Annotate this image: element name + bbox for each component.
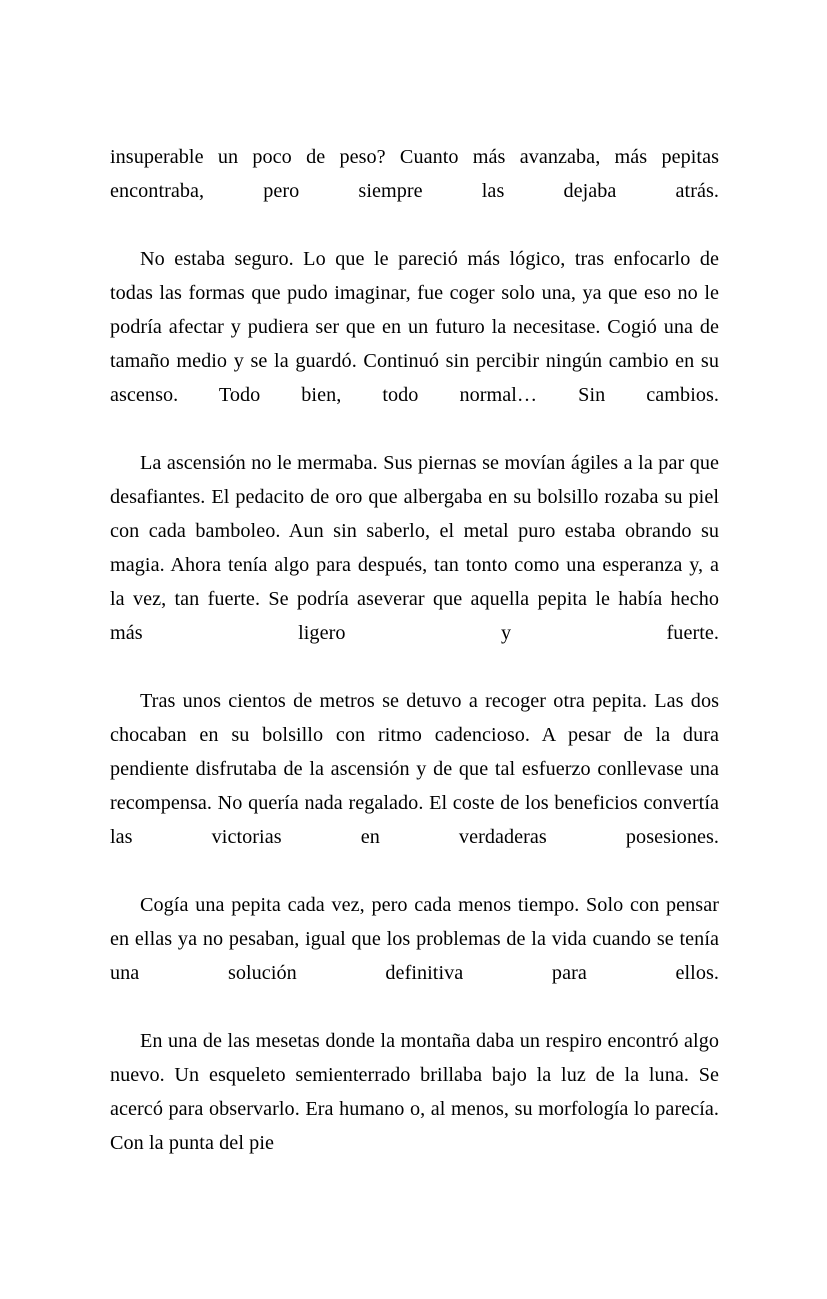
paragraph: En una de las mesetas donde la montaña daba un respiro encontró algo nuevo. Un esqueleto semienterrado brillaba bajo la luz de la luna. Se acercó para observarlo. Era humano o, al menos, su morfología lo parecía. Con la punta del pie (110, 1030, 719, 1154)
paragraph: Cogía una pepita cada vez, pero cada menos tiempo. Solo con pensar en ellas ya no pesaban, igual que los problemas de la vida cuando se tenía una solución definitiva para ellos. (110, 894, 719, 984)
paragraph: La ascensión no le mermaba. Sus piernas se movían ágiles a la par que desafiantes. El pedacito de oro que albergaba en su bolsillo rozaba su piel con cada bamboleo. Aun sin saberlo, el metal puro estaba obrando su magia. Ahora tenía algo para después, tan tonto como una esperanza y, a la vez, tan fuerte. Se podría aseverar que aquella pepita le había hecho más ligero y fuerte. (110, 452, 719, 644)
paragraph: No estaba seguro. Lo que le pareció más lógico, tras enfocarlo de todas las formas que pudo imaginar, fue coger solo una, ya que eso no le podría afectar y pudiera ser que en un futuro la necesitase. Cogió una de tamaño medio y se la guardó. Continuó sin percibir ningún cambio en su ascenso. Todo bien, todo normal… Sin cambios. (110, 248, 719, 406)
paragraph: Tras unos cientos de metros se detuvo a recoger otra pepita. Las dos chocaban en su bolsillo con ritmo cadencioso. A pesar de la dura pendiente disfrutaba de la ascensión y de que tal esfuerzo conllevase una recompensa. No quería nada regalado. El coste de los beneficios convertía las victorias en verdaderas posesiones. (110, 690, 719, 848)
body-text-block (110, 140, 719, 1160)
paragraph: insuperable un poco de peso? Cuanto más avanzaba, más pepitas encontraba, pero siempre las dejaba atrás. (110, 146, 719, 202)
